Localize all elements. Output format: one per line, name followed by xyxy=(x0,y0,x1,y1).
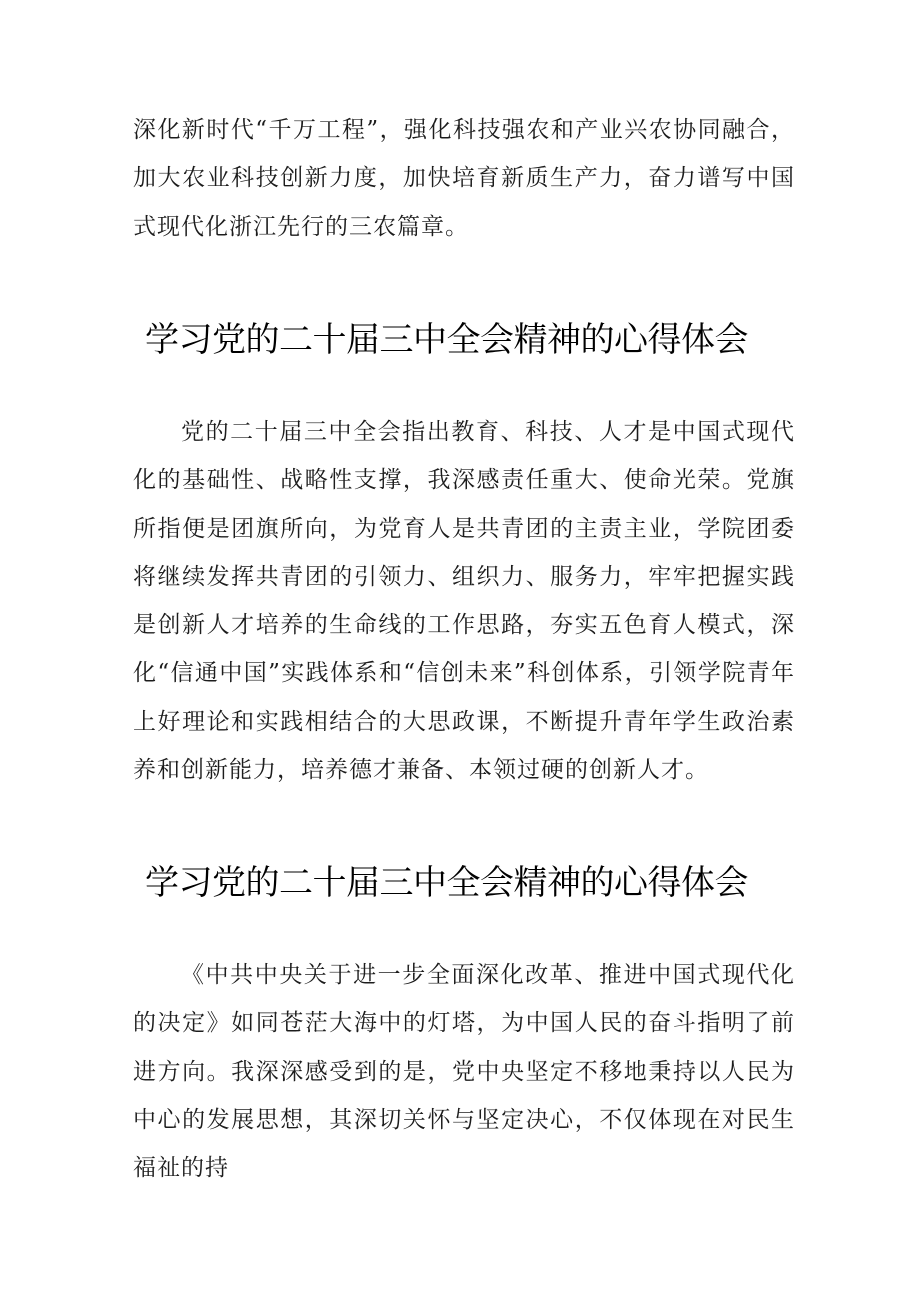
intro-paragraph: 深化新时代“千万工程”，强化科技强农和产业兴农协同融合，加大农业科技创新力度，加快培育新质生产力，奋力谱写中国式现代化浙江先行的三农篇章。 xyxy=(133,117,795,240)
section-heading-1: 学习党的二十届三中全会精神的心得体会 xyxy=(145,320,748,360)
section-paragraph-2: 《中共中央关于进一步全面深化改革、推进中国式现代化的决定》如同苍茫大海中的灯塔，为中国人民的奋斗指明了前进方向。我深深感受到的是，党中央坚定不移地秉持以人民为中心的发展思想，其深切关怀与坚定决心，不仅体现在对民生福祉的持 xyxy=(133,962,795,1182)
section-heading-2: 学习党的二十届三中全会精神的心得体会 xyxy=(145,863,748,903)
section-paragraph-1: 党的二十届三中全会指出教育、科技、人才是中国式现代化的基础性、战略性支撑，我深感责任重大、使命光荣。党旗所指便是团旗所向，为党育人是共青团的主责主业，学院团委将继续发挥共青团的引领力、组织力、服务力，牢牢把握实践是创新人才培养的生命线的工作思路，夯实五色育人模式，深化“信通中国”实践体系和“信创未来”科创体系，引领学院青年上好理论和实践相结合的大思政课，不断提升青年学生政治素养和创新能力，培养德才兼备、本领过硬的创新人才。 xyxy=(133,419,795,784)
